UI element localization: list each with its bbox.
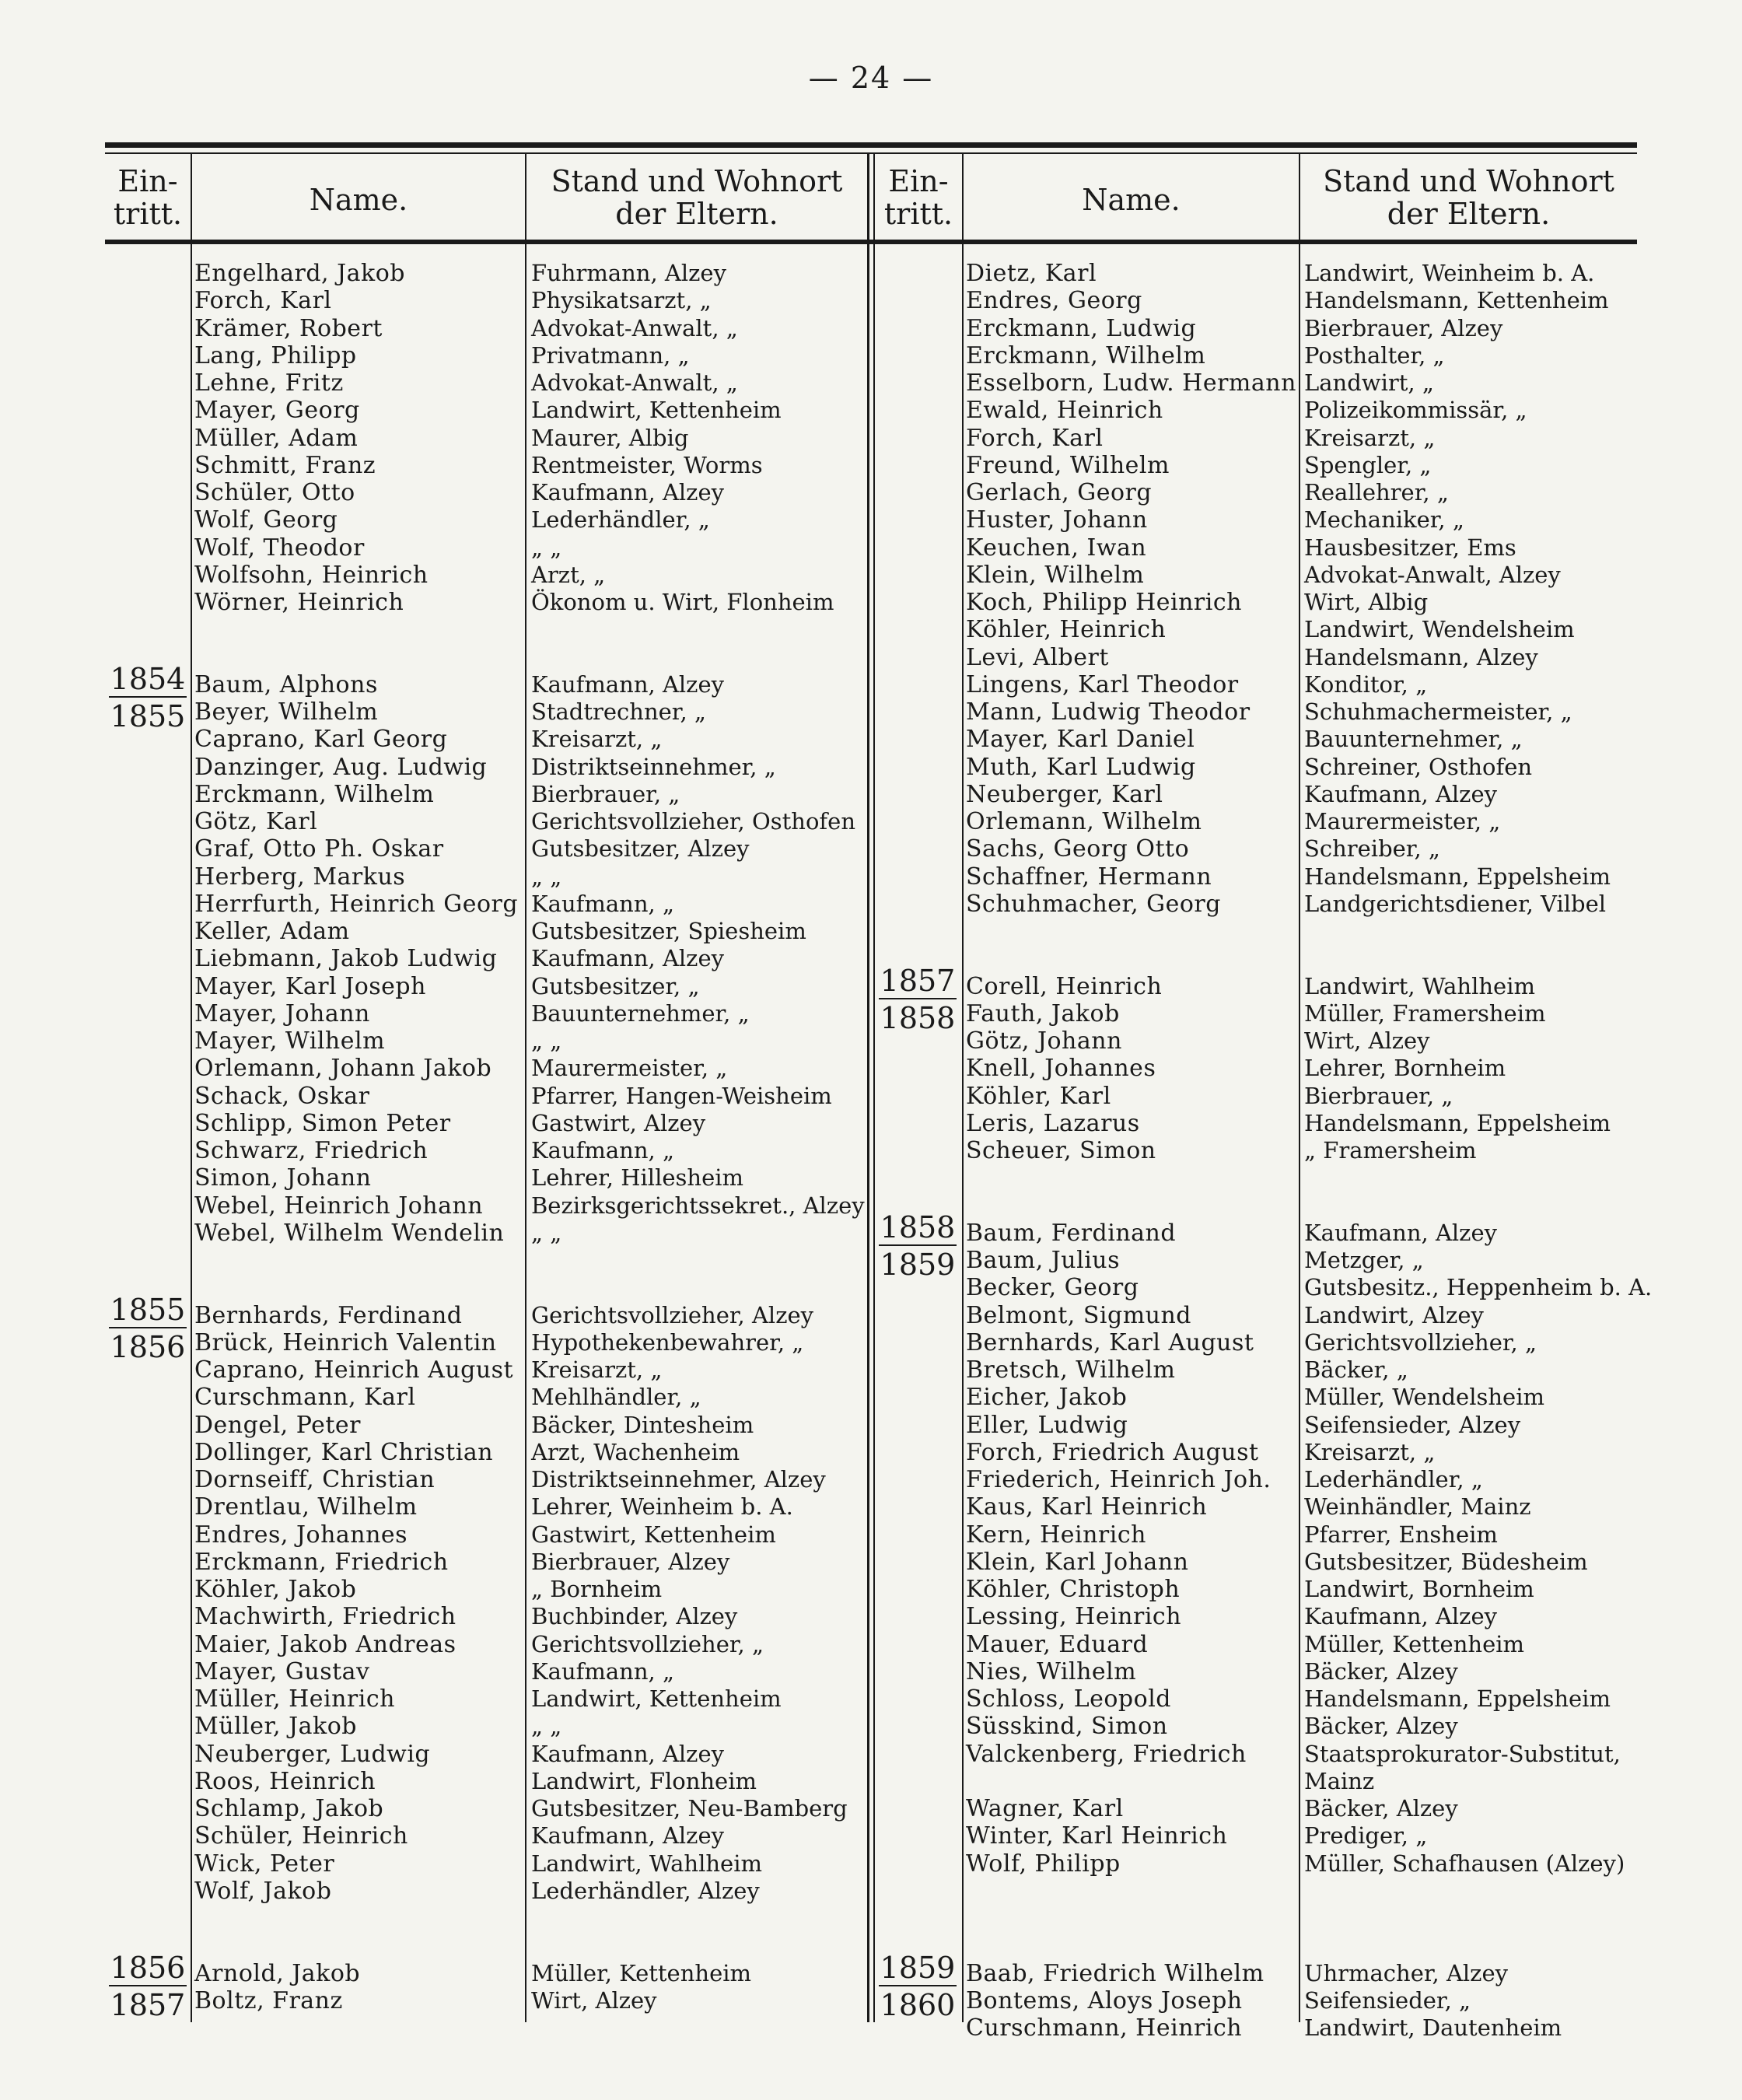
entry-stand: Gutsbesitzer, Spiesheim (531, 918, 806, 944)
entry-stand: Maurermeister, „ (531, 1055, 728, 1082)
entry-stand: Bauunternehmer, „ (531, 999, 750, 1027)
entry-stand: Landwirt, Alzey (1304, 1301, 1484, 1328)
entry-name: Curschmann, Karl (194, 1384, 416, 1412)
entry-stand: Gerichtsvollzieher, Alzey (531, 1301, 814, 1328)
entry-stand: Lederhändler, „ (1304, 1466, 1483, 1493)
entry-name: Herberg, Markus (194, 863, 406, 891)
entry-name: Forch, Karl (194, 287, 332, 315)
entry-name: Götz, Karl (194, 808, 318, 835)
header-name-right (964, 184, 1299, 216)
entry-stand: „ Framersheim (1304, 1137, 1477, 1164)
header-name-text: Name. (309, 183, 408, 217)
entry-name: Wolf, Jakob (194, 1877, 332, 1905)
entry-name: Baum, Julius (966, 1247, 1121, 1274)
entry-name: Kern, Heinrich (966, 1521, 1146, 1549)
entry-stand: Arzt, „ (531, 561, 606, 588)
entry-name: Neuberger, Karl (966, 780, 1163, 808)
entry-stand: Müller, Kettenheim (531, 1959, 752, 1986)
entry-name: Huster, Johann (966, 506, 1148, 534)
entry-stand: Metzger, „ (1304, 1247, 1424, 1273)
entry-stand: Kaufmann, Alzey (531, 1740, 724, 1767)
col-line (873, 154, 875, 2022)
col-line (191, 154, 192, 2022)
entry-stand: Fuhrmann, Alzey (531, 260, 726, 286)
entry-stand: Ökonom u. Wirt, Flonheim (531, 589, 834, 615)
entry-stand: Gerichtsvollzieher, Osthofen (531, 808, 856, 835)
entry-name: Brück, Heinrich Valentin (194, 1328, 497, 1356)
entry-stand: Landwirt, Wahlheim (1304, 972, 1535, 999)
year-start: 1854 (110, 661, 186, 696)
entry-name: Freund, Wilhelm (966, 451, 1170, 479)
entry-name: Klein, Wilhelm (966, 561, 1145, 589)
entry-stand: Gutsbesitzer, Büdesheim (1304, 1548, 1588, 1575)
entry-stand: „ „ (531, 1027, 562, 1054)
entry-name: Erckmann, Friedrich (194, 1548, 449, 1576)
entry-name: Götz, Johann (966, 1027, 1122, 1055)
entry-name: Lang, Philipp (194, 341, 357, 369)
entry-name: Dollinger, Karl Christian (194, 1438, 494, 1466)
entry-stand: Kaufmann, „ (531, 1137, 674, 1164)
entry-stand: Gutsbesitzer, „ (531, 972, 700, 999)
entry-name: Muth, Karl Ludwig (966, 753, 1196, 781)
header-eintritt-text: Ein- tritt. (883, 164, 953, 231)
entry-stand: Kreisarzt, „ (1304, 424, 1436, 451)
entry-stand: Advokat-Anwalt, „ (531, 369, 738, 396)
entry-stand: Gutsbesitzer, Neu-Bamberg (531, 1795, 848, 1822)
entry-name: Mauer, Eduard (966, 1630, 1149, 1658)
entry-name: Beyer, Wilhelm (194, 698, 379, 726)
entry-stand: Bäcker, Dintesheim (531, 1411, 754, 1438)
entry-name: Corell, Heinrich (966, 972, 1163, 1000)
entry-name: Friederich, Heinrich Joh. (966, 1466, 1272, 1493)
entry-stand: Seifensieder, Alzey (1304, 1411, 1521, 1438)
year-separator (109, 1985, 187, 1986)
entry-name: Forch, Friedrich August (966, 1438, 1259, 1466)
entry-stand: Müller, Framersheim (1304, 999, 1546, 1027)
entry-name: Eicher, Jakob (966, 1384, 1128, 1412)
entry-name: Mayer, Karl Daniel (966, 726, 1195, 754)
entry-name: Forch, Karl (966, 424, 1104, 452)
entry-name: Keuchen, Iwan (966, 534, 1147, 562)
entry-name: Müller, Adam (194, 424, 359, 452)
header-stand-left (526, 165, 867, 230)
entry-stand: Distriktseinnehmer, „ (531, 753, 776, 780)
entry-stand: Landwirt, Weinheim b. A. (1304, 260, 1595, 286)
entry-stand: Handelsmann, Eppelsheim (1304, 1685, 1611, 1712)
entry-name: Roos, Heinrich (194, 1767, 376, 1795)
entry-name: Wagner, Karl (966, 1795, 1124, 1822)
entry-name: Machwirth, Friedrich (194, 1603, 456, 1631)
entry-name: Gerlach, Georg (966, 479, 1153, 506)
entry-stand: Spengler, „ (1304, 451, 1432, 478)
entry-name: Winter, Karl Heinrich (966, 1822, 1228, 1850)
year-separator (109, 696, 187, 698)
header-eintritt-left (105, 165, 191, 230)
entry-name: Schloss, Leopold (966, 1685, 1171, 1713)
entry-stand: Arzt, Wachenheim (531, 1438, 740, 1465)
entry-name: Scheuer, Simon (966, 1137, 1156, 1164)
entry-name: Krämer, Robert (194, 314, 383, 342)
entry-stand: Bierbrauer, Alzey (1304, 314, 1503, 341)
entry-stand: Bierbrauer, Alzey (531, 1548, 730, 1575)
page-number: — 24 — (808, 61, 934, 95)
year-start: 1858 (880, 1209, 956, 1244)
entry-stand: Müller, Schafhausen (Alzey) (1304, 1850, 1625, 1877)
header-stand-right (1300, 165, 1637, 230)
year-start: 1857 (880, 963, 956, 998)
header-name-left (192, 184, 525, 216)
entry-stand: Weinhändler, Mainz (1304, 1493, 1531, 1521)
entry-stand: Uhrmacher, Alzey (1304, 1959, 1509, 1986)
entry-stand: Kreisarzt, „ (531, 726, 663, 753)
entry-name: Simon, Johann (194, 1164, 372, 1192)
entry-stand: Gerichtsvollzieher, „ (1304, 1328, 1537, 1356)
entry-stand: „ „ (531, 534, 562, 561)
entry-name: Maier, Jakob Andreas (194, 1630, 456, 1658)
entry-name: Erckmann, Wilhelm (194, 780, 435, 808)
year-start: 1855 (110, 1292, 186, 1327)
entry-name: Kaus, Karl Heinrich (966, 1493, 1208, 1521)
header-stand-text: Stand und Wohnort der Eltern. (1323, 164, 1614, 231)
entry-name: Schlamp, Jakob (194, 1795, 384, 1822)
entry-name: Mayer, Karl Joseph (194, 972, 426, 1000)
entry-stand: Privatmann, „ (531, 341, 690, 369)
entry-name: Orlemann, Wilhelm (966, 808, 1202, 835)
entry-name: Erckmann, Ludwig (966, 314, 1197, 342)
entry-name: Süsskind, Simon (966, 1713, 1168, 1741)
top-rule (105, 142, 1637, 148)
entry-name: Schlipp, Simon Peter (194, 1109, 451, 1137)
entry-stand: Rentmeister, Worms (531, 451, 763, 478)
entry-stand: Lederhändler, Alzey (531, 1877, 760, 1904)
entry-name: Belmont, Sigmund (966, 1301, 1191, 1329)
entry-stand: Kaufmann, Alzey (531, 945, 724, 972)
entry-stand: Seifensieder, „ (1304, 1986, 1471, 2014)
entry-stand: Maurer, Albig (531, 424, 689, 451)
year-end: 1860 (880, 1987, 956, 2022)
entry-stand: Müller, Kettenheim (1304, 1630, 1525, 1657)
entry-name: Mayer, Wilhelm (194, 1027, 386, 1055)
entry-name: Mayer, Gustav (194, 1657, 370, 1685)
entry-name: Wolfsohn, Heinrich (194, 561, 429, 589)
entry-stand: Mechaniker, „ (1304, 506, 1464, 534)
entry-stand: Kaufmann, „ (531, 1657, 674, 1685)
entry-stand: Advokat-Anwalt, „ (531, 314, 738, 341)
entry-name: Eller, Ludwig (966, 1411, 1128, 1439)
entry-name: Keller, Adam (194, 918, 350, 945)
entry-stand: Handelsmann, Eppelsheim (1304, 863, 1611, 890)
entry-stand: „ „ (531, 863, 562, 890)
year-end: 1858 (880, 1000, 956, 1035)
entry-stand: Bezirksgerichtssekret., Alzey (531, 1192, 865, 1219)
entry-stand: Maurermeister, „ (1304, 808, 1501, 835)
entry-stand: Gutsbesitz., Heppenheim b. A. (1304, 1274, 1653, 1301)
entry-name: Schmitt, Franz (194, 451, 376, 479)
entry-name: Baab, Friedrich Wilhelm (966, 1959, 1265, 1987)
header-name-text: Name. (1082, 183, 1181, 217)
entry-stand: Kaufmann, Alzey (1304, 780, 1497, 807)
entry-name: Dietz, Karl (966, 260, 1097, 287)
col-line (1299, 154, 1300, 2022)
entry-name: Valckenberg, Friedrich (966, 1740, 1247, 1768)
entry-stand: Pfarrer, Ensheim (1304, 1521, 1498, 1548)
entry-name: Knell, Johannes (966, 1055, 1156, 1083)
entry-name: Schüler, Otto (194, 479, 355, 506)
entry-stand: Handelsmann, Eppelsheim (1304, 1109, 1611, 1136)
entry-name: Caprano, Heinrich August (194, 1356, 514, 1384)
year-separator (879, 1985, 957, 1986)
entry-stand: Mehlhändler, „ (531, 1384, 701, 1411)
entry-name: Klein, Karl Johann (966, 1548, 1189, 1576)
entry-stand: Lehrer, Bornheim (1304, 1055, 1506, 1082)
entry-name: Müller, Heinrich (194, 1685, 395, 1713)
entry-name: Mayer, Georg (194, 397, 360, 425)
entry-name: Köhler, Karl (966, 1082, 1111, 1110)
entry-name: Sachs, Georg Otto (966, 835, 1190, 863)
entry-stand: Gerichtsvollzieher, „ (531, 1630, 764, 1657)
entry-stand: Reallehrer, „ (1304, 479, 1449, 506)
entry-stand: „ „ (531, 1219, 562, 1246)
entry-name: Wick, Peter (194, 1850, 335, 1878)
entry-stand: Gastwirt, Kettenheim (531, 1521, 776, 1548)
entry-name: Becker, Georg (966, 1274, 1139, 1302)
entry-name: Engelhard, Jakob (194, 260, 405, 287)
entry-stand: Handelsmann, Alzey (1304, 643, 1538, 670)
entry-name: Drentlau, Wilhelm (194, 1493, 418, 1521)
entry-name: Köhler, Christoph (966, 1576, 1181, 1603)
entry-name: Erckmann, Wilhelm (966, 341, 1206, 369)
entry-stand: Stadtrechner, „ (531, 698, 706, 725)
entry-stand: Bäcker, Alzey (1304, 1795, 1458, 1822)
entry-name: Koch, Philipp Heinrich (966, 589, 1242, 616)
entry-name: Caprano, Karl Georg (194, 726, 448, 754)
entry-stand: Posthalter, „ (1304, 341, 1445, 369)
entry-stand: Bäcker, Alzey (1304, 1657, 1458, 1685)
entry-stand: Schreiber, „ (1304, 835, 1440, 863)
entry-stand: „ Bornheim (531, 1576, 663, 1602)
entry-stand: Schuhmachermeister, „ (1304, 698, 1572, 725)
entry-name: Lessing, Heinrich (966, 1603, 1182, 1631)
entry-name: Endres, Georg (966, 287, 1142, 315)
entry-stand: Schreiner, Osthofen (1304, 753, 1533, 780)
entry-name: Nies, Wilhelm (966, 1657, 1137, 1685)
col-line (525, 154, 526, 2022)
year-end: 1857 (110, 1987, 186, 2022)
header-eintritt-right (875, 165, 962, 230)
entry-name: Schaffner, Hermann (966, 863, 1212, 891)
entry-stand: „ „ (531, 1713, 562, 1740)
entry-stand: Landwirt, „ (1304, 369, 1434, 396)
entry-name: Schwarz, Friedrich (194, 1137, 429, 1164)
entry-name: Leris, Lazarus (966, 1109, 1140, 1137)
entry-stand: Konditor, „ (1304, 670, 1428, 698)
entry-stand: Lederhändler, „ (531, 506, 710, 534)
entry-name: Mann, Ludwig Theodor (966, 698, 1251, 726)
entry-stand: Hypothekenbewahrer, „ (531, 1328, 804, 1356)
entry-name: Lehne, Fritz (194, 369, 344, 397)
entry-name: Köhler, Jakob (194, 1576, 357, 1603)
entry-stand: Landwirt, Kettenheim (531, 397, 782, 424)
entry-stand: Gastwirt, Alzey (531, 1109, 706, 1136)
entry-stand: Lehrer, Weinheim b. A. (531, 1493, 793, 1521)
top-rule-thin (105, 152, 1637, 154)
entry-stand: Landwirt, Bornheim (1304, 1576, 1534, 1602)
entry-stand: Müller, Wendelsheim (1304, 1384, 1544, 1411)
entry-stand: Bäcker, Alzey (1304, 1713, 1458, 1740)
year-end: 1859 (880, 1247, 956, 1282)
entry-name: Curschmann, Heinrich (966, 2014, 1243, 2042)
entry-name: Wolf, Theodor (194, 534, 365, 562)
year-separator (109, 1327, 187, 1328)
entry-name: Bernhards, Karl August (966, 1328, 1254, 1356)
entry-stand: Kaufmann, „ (531, 890, 674, 917)
entry-stand: Kaufmann, Alzey (1304, 1219, 1497, 1246)
entry-name: Boltz, Franz (194, 1986, 343, 2014)
entry-stand: Kaufmann, Alzey (1304, 1603, 1497, 1630)
entry-stand: Polizeikommissär, „ (1304, 397, 1527, 424)
entry-stand: Pfarrer, Hangen-Weisheim (531, 1082, 832, 1109)
entry-stand: Advokat-Anwalt, Alzey (1304, 561, 1561, 588)
entry-stand: Handelsmann, Kettenheim (1304, 287, 1609, 314)
entry-name: Schack, Oskar (194, 1082, 370, 1110)
year-end: 1856 (110, 1329, 186, 1364)
header-eintritt-text: Ein- tritt. (113, 164, 183, 231)
entry-name: Graf, Otto Ph. Oskar (194, 835, 444, 863)
entry-name: Danzinger, Aug. Ludwig (194, 753, 488, 781)
entry-name: Webel, Wilhelm Wendelin (194, 1219, 505, 1247)
entry-name: Arnold, Jakob (194, 1959, 361, 1987)
entry-stand: Kreisarzt, „ (1304, 1438, 1436, 1465)
year-end: 1855 (110, 698, 186, 733)
entry-name: Schüler, Heinrich (194, 1822, 408, 1850)
entry-stand: Bierbrauer, „ (531, 780, 680, 807)
entry-stand: Landgerichtsdiener, Vilbel (1304, 890, 1607, 917)
entry-stand: Bierbrauer, „ (1304, 1082, 1453, 1109)
col-line (962, 154, 964, 2022)
entry-name: Wörner, Heinrich (194, 589, 404, 616)
entry-stand: Kaufmann, Alzey (531, 479, 724, 506)
entry-stand: Wirt, Albig (1304, 589, 1429, 615)
entry-name: Endres, Johannes (194, 1521, 408, 1549)
entry-name: Baum, Ferdinand (966, 1219, 1177, 1247)
entry-name: Müller, Jakob (194, 1713, 357, 1741)
entry-name: Fauth, Jakob (966, 999, 1120, 1027)
entry-name: Wolf, Georg (194, 506, 338, 534)
header-stand-text: Stand und Wohnort der Eltern. (551, 164, 843, 231)
entry-name: Bretsch, Wilhelm (966, 1356, 1176, 1384)
entry-name: Köhler, Heinrich (966, 616, 1167, 644)
year-start: 1859 (880, 1950, 956, 1985)
entry-name: Webel, Heinrich Johann (194, 1192, 484, 1220)
entry-name: Ewald, Heinrich (966, 397, 1163, 425)
entry-name: Lingens, Karl Theodor (966, 670, 1239, 698)
entry-stand: Kaufmann, Alzey (531, 670, 724, 698)
entry-name: Neuberger, Ludwig (194, 1740, 431, 1768)
entry-name: Bernhards, Ferdinand (194, 1301, 463, 1329)
entry-stand: Landwirt, Wahlheim (531, 1850, 762, 1877)
entry-name: Wolf, Philipp (966, 1850, 1121, 1878)
entry-stand: Gutsbesitzer, Alzey (531, 835, 750, 863)
entry-stand: Bauunternehmer, „ (1304, 726, 1523, 753)
entry-stand: Landwirt, Flonheim (531, 1767, 757, 1794)
entry-stand: Physikatsarzt, „ (531, 287, 712, 314)
year-separator (879, 998, 957, 999)
entry-stand: Kreisarzt, „ (531, 1356, 663, 1383)
entry-name: Herrfurth, Heinrich Georg (194, 890, 519, 918)
entry-stand: Distriktseinnehmer, Alzey (531, 1466, 826, 1493)
entry-stand: Kaufmann, Alzey (531, 1822, 724, 1850)
entry-stand: Bäcker, „ (1304, 1356, 1408, 1383)
entry-name: Bontems, Aloys Joseph (966, 1986, 1243, 2014)
entry-name: Schuhmacher, Georg (966, 890, 1221, 918)
header-rule (105, 240, 1637, 244)
entry-name: Mayer, Johann (194, 999, 370, 1027)
col-line (867, 154, 869, 2022)
entry-stand: Wirt, Alzey (531, 1986, 657, 2014)
entry-name: Esselborn, Ludw. Hermann (966, 369, 1296, 397)
entry-stand: Hausbesitzer, Ems (1304, 534, 1516, 561)
entry-stand: Buchbinder, Alzey (531, 1603, 738, 1630)
entry-stand: Wirt, Alzey (1304, 1027, 1430, 1054)
entry-stand: Prediger, „ (1304, 1822, 1428, 1850)
entry-name: Baum, Alphons (194, 670, 378, 698)
year-separator (879, 1244, 957, 1246)
entry-name: Dornseiff, Christian (194, 1466, 436, 1493)
entry-name: Levi, Albert (966, 643, 1109, 671)
entry-stand: Staatsprokurator-Substitut, (1304, 1740, 1621, 1767)
entry-stand: Landwirt, Kettenheim (531, 1685, 782, 1712)
entry-name: Liebmann, Jakob Ludwig (194, 945, 498, 973)
entry-stand: Lehrer, Hillesheim (531, 1164, 744, 1192)
entry-name: Orlemann, Johann Jakob (194, 1055, 492, 1083)
entry-name: Dengel, Peter (194, 1411, 361, 1439)
entry-stand: Landwirt, Wendelsheim (1304, 616, 1575, 643)
entry-stand: Mainz (1304, 1767, 1375, 1794)
entry-stand: Landwirt, Dautenheim (1304, 2014, 1562, 2041)
year-start: 1856 (110, 1950, 186, 1985)
